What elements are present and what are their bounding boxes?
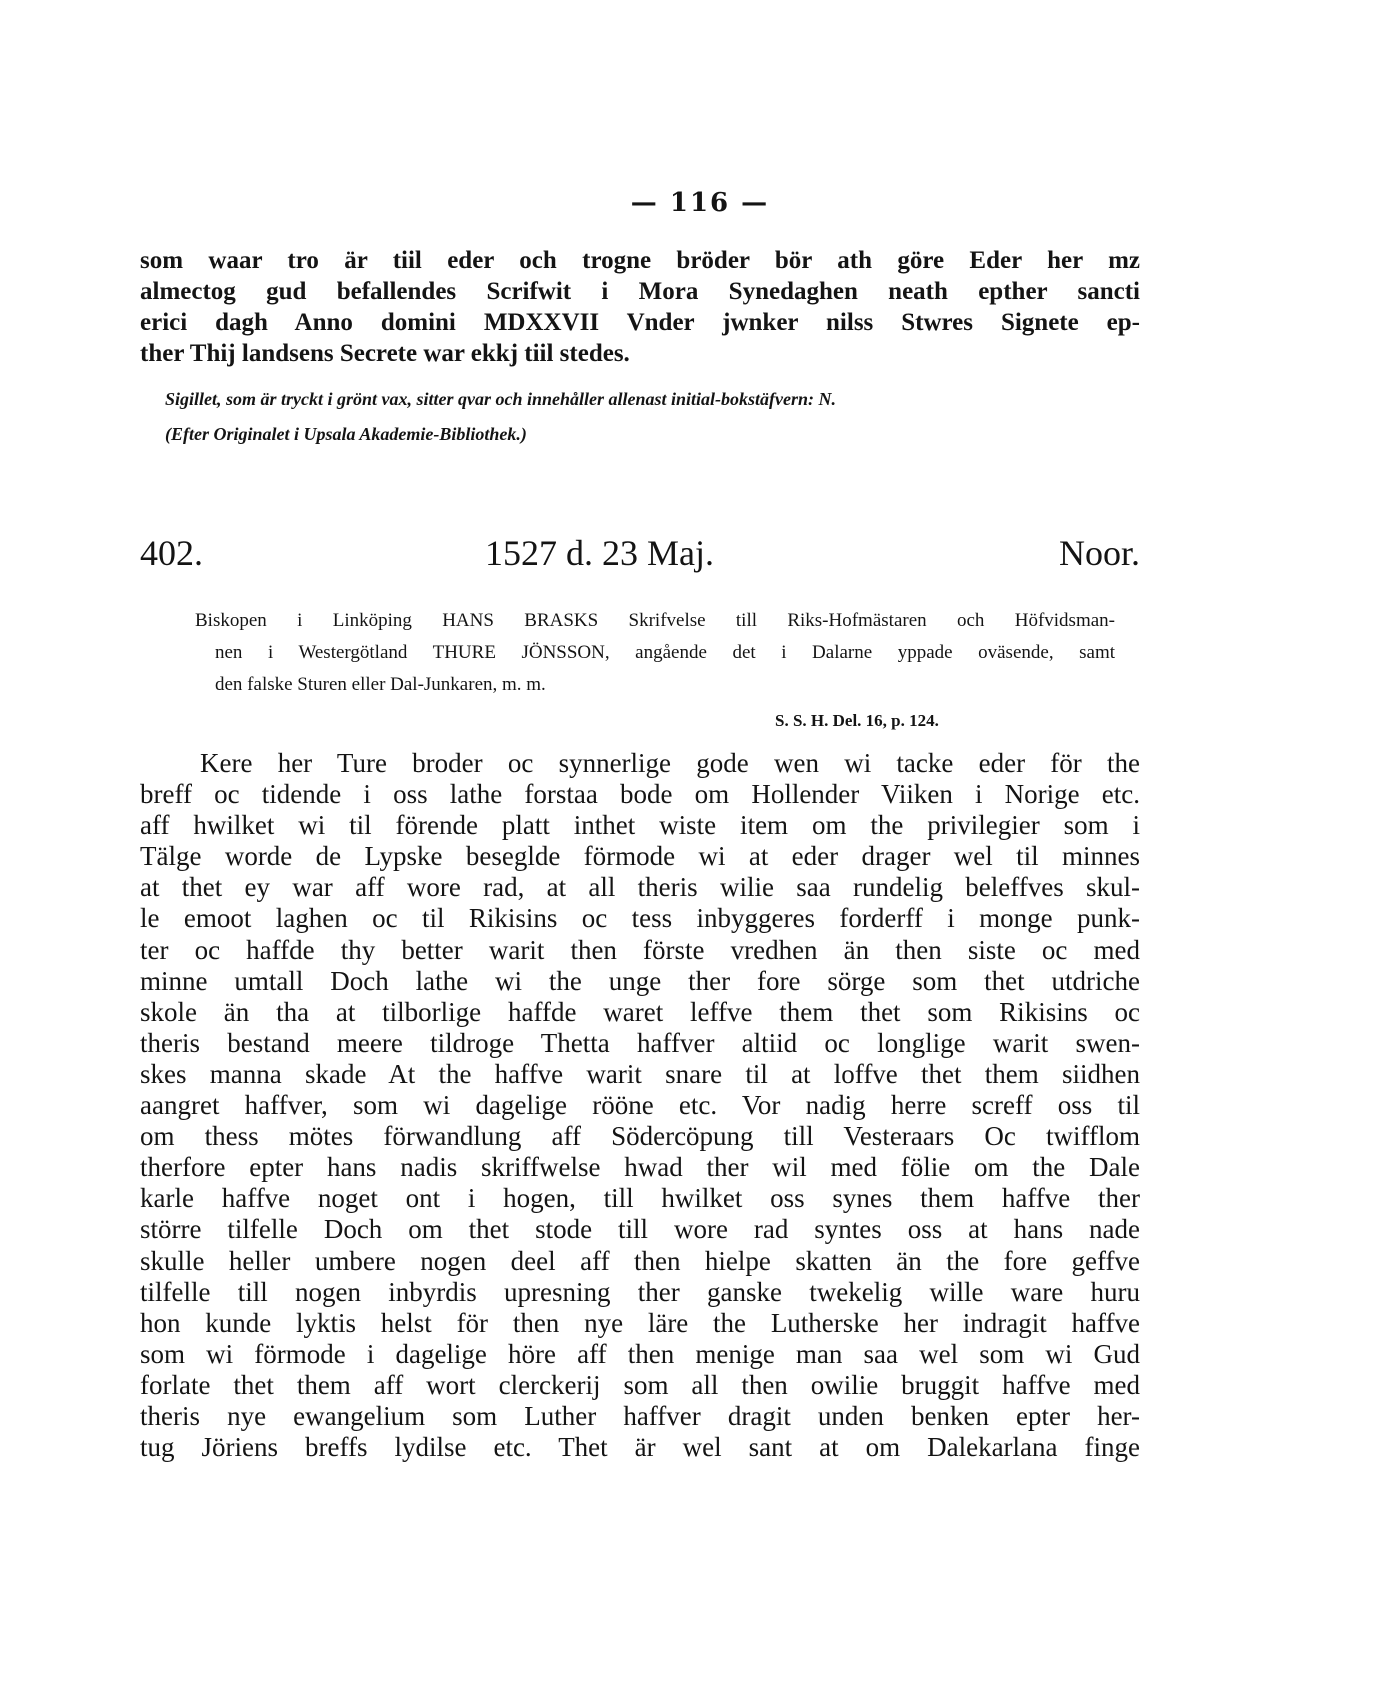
summary-line: Biskopen i Linköping HANS BRASKS Skrifvelse till Riks-Hofmästaren och Höfvidsman- (195, 610, 1115, 631)
body-line: aff hwilket wi til förende platt inthet wiste item om the privilegier som i (140, 810, 1140, 841)
text-line: erici dagh Anno domini MDXXVII Vnder jwnker nilss Stwres Signete ep- (140, 309, 1140, 336)
letter-body (140, 748, 1140, 1463)
body-line: skes manna skade At the haffve warit snare til at loffve thet them siidhen (140, 1058, 1140, 1089)
body-line: forlate thet them aff wort clerckerij som all then owilie bruggit haffve med (140, 1369, 1140, 1400)
body-line: tilfelle till nogen inbyrdis upresning ther ganske twekelig wille ware huru (140, 1276, 1140, 1307)
body-line: skulle heller umbere nogen deel aff then hielpe skatten än the fore geffve (140, 1245, 1140, 1276)
text-line: almectog gud befallendes Scrifwit i Mora Synedaghen neath epther sancti (140, 278, 1140, 305)
body-line: therfore epter hans nadis skriffwelse hwad ther wil med fölie om the Dale (140, 1152, 1140, 1183)
text-line: ther Thij landsens Secrete war ekkj tiil stedes. (140, 340, 630, 367)
document-heading (140, 532, 1140, 582)
document-place: Noor. (1059, 533, 1140, 573)
body-line: Tälge worde de Lypske beseglde förmode wi at eder drager wel til minnes (140, 841, 1140, 872)
document-summary (195, 605, 1115, 701)
summary-line: den falske Sturen eller Dal-Junkaren, m. m. (215, 674, 546, 695)
body-line: tug Jöriens breffs lydilse etc. Thet är wel sant at om Dalekarlana finge (140, 1432, 1140, 1463)
body-line: om thess mötes förwandlung aff Södercöpung till Vesteraars Oc twifflom (140, 1121, 1140, 1152)
body-line: minne umtall Doch lathe wi the unge ther fore sörge som thet utdriche (140, 965, 1140, 996)
body-line: aangret haffver, som wi dagelige rööne etc. Vor nadig herre screff oss til (140, 1090, 1140, 1121)
page-number: — 116 — (630, 188, 770, 218)
body-line: Kere her Ture broder oc synnerlige gode wen wi tacke eder för the (200, 748, 1140, 778)
body-line: le emoot laghen oc til Rikisins oc tess inbyggeres forderff i monge punk- (140, 903, 1140, 934)
body-line: theris bestand meere tildroge Thetta haffver altiid oc longlige warit swen- (140, 1027, 1140, 1058)
body-line: skole än tha at tilborlige haffde waret leffve them thet som Rikisins oc (140, 996, 1140, 1027)
body-line: som wi förmode i dagelige höre aff then menige man saa wel som wi Gud (140, 1338, 1140, 1369)
body-line: karle haffve noget ont i hogen, till hwilket oss synes them haffve ther (140, 1183, 1140, 1214)
body-line: större tilfelle Doch om thet stode till wore rad syntes oss at hans nade (140, 1214, 1140, 1245)
continuation-text (140, 245, 1140, 369)
body-line: at thet ey war aff wore rad, at all theris wilie saa rundelig beleffves skul- (140, 872, 1140, 903)
document-number: 402. (140, 533, 203, 573)
body-line: hon kunde lyktis helst för then nye läre the Lutherske her indragit haffve (140, 1307, 1140, 1338)
body-line: breff oc tidende i oss lathe forstaa bode om Hollender Viiken i Norige etc. (140, 779, 1140, 810)
body-line: ter oc haffde thy better warit then förste vredhen än then siste oc med (140, 934, 1140, 965)
text-line: som waar tro är tiil eder och trogne bröder bör ath göre Eder her mz (140, 247, 1140, 274)
seal-note: Sigillet, som är tryckt i grönt vax, sitter qvar och innehåller allenast initial-bokstäfvern: N. (165, 389, 837, 409)
document-date: 1527 d. 23 Maj. (485, 533, 714, 573)
summary-line: nen i Westergötland THURE JÖNSSON, angående det i Dalarne yppade oväsende, samt (215, 642, 1115, 663)
origin-note: (Efter Originalet i Upsala Akademie-Bibliothek.) (165, 424, 527, 444)
source-reference: S. S. H. Del. 16, p. 124. (775, 711, 939, 730)
body-line: theris nye ewangelium som Luther haffver dragit unden benken epter her- (140, 1400, 1140, 1431)
